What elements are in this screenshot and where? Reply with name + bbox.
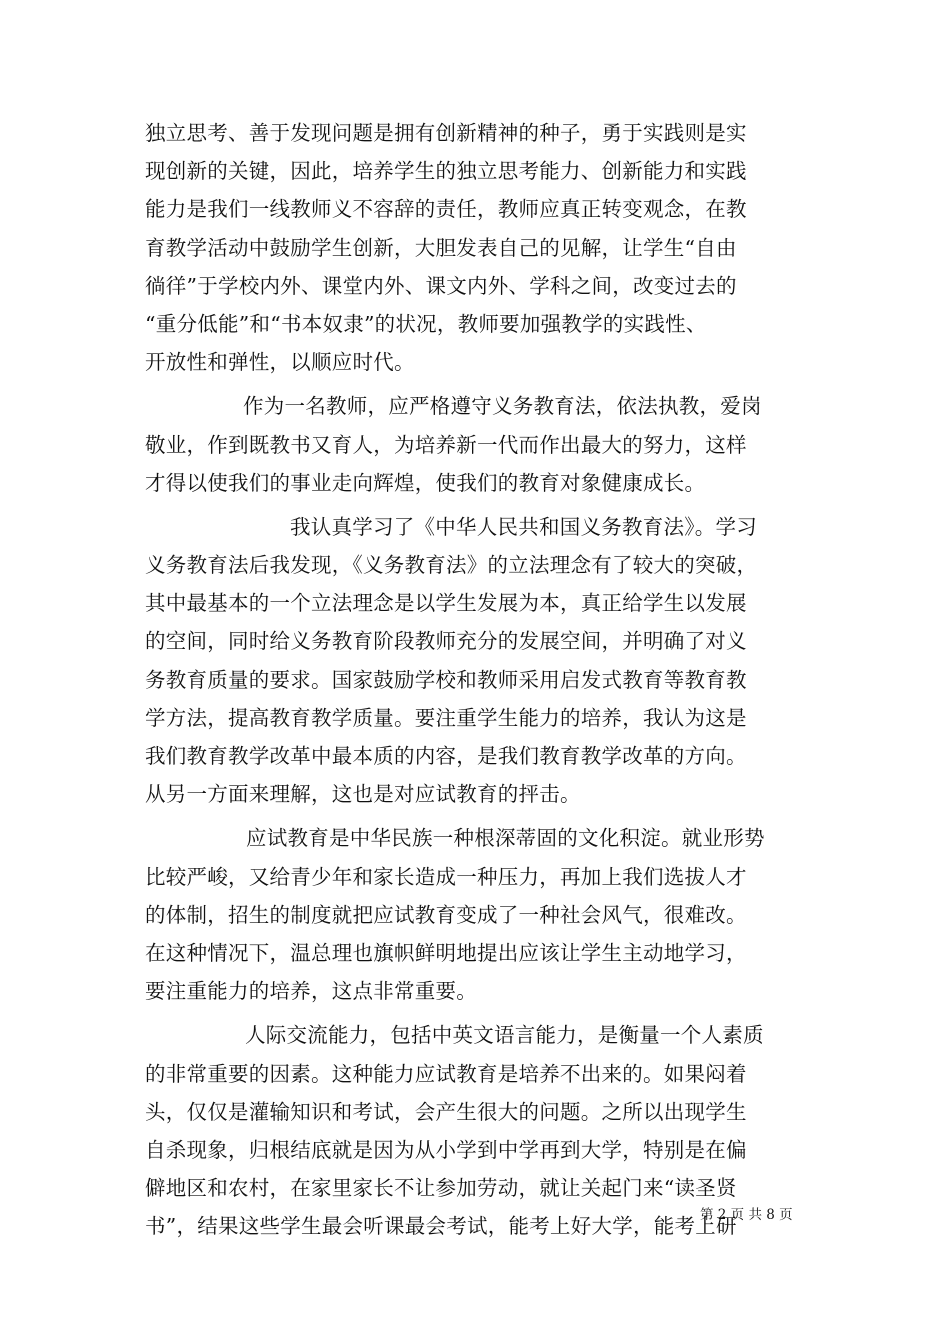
paragraph-2 <box>145 387 813 502</box>
text-line: 比较严峻，又给青少年和家长造成一种压力，再加上我们选拔人才 <box>145 864 747 889</box>
text-line: 人际交流能力，包括中英文语言能力，是衡量一个人素质 <box>245 1023 764 1048</box>
text-line: 作为一名教师，应严格遵守义务教育法，依法执教，爱岗 <box>243 394 762 419</box>
text-line: 才得以使我们的事业走向辉煌，使我们的教育对象健康成长。 <box>145 470 706 495</box>
text-line: 的非常重要的因素。这种能力应试教育是培养不出来的。如果闷着 <box>145 1061 747 1086</box>
text-line: 育教学活动中鼓励学生创新，大胆发表自己的见解，让学生“自由 <box>145 235 737 260</box>
text-line: 能力是我们一线教师义不容辞的责任，教师应真正转变观念，在教 <box>145 197 747 222</box>
text-line: 徜徉”于学校内外、课堂内外、课文内外、学科之间，改变过去的 <box>145 273 737 298</box>
text-line: 我认真学习了《中华人民共和国义务教育法》。学习 <box>290 514 757 539</box>
page-number: 第 2 页 共 8 页 <box>700 1207 793 1223</box>
text-line: 义务教育法后我发现，《义务教育法》的立法理念有了较大的突破， <box>145 553 758 578</box>
text-line: 现创新的关键，因此，培养学生的独立思考能力、创新能力和实践 <box>145 159 747 184</box>
text-line: 自杀现象，归根结底就是因为从小学到中学再到大学，特别是在偏 <box>145 1137 747 1162</box>
paragraph-3 <box>145 508 813 814</box>
text-line: 头，仅仅是灌输知识和考试，会产生很大的问题。之所以出现学生 <box>145 1099 747 1124</box>
text-line: 应试教育是中华民族一种根深蒂固的文化积淀。就业形势 <box>246 826 765 851</box>
document-body <box>145 114 813 1245</box>
text-line: 务教育质量的要求。国家鼓励学校和教师采用启发式教育等教育教 <box>145 667 747 692</box>
text-line: 从另一方面来理解，这也是对应试教育的抨击。 <box>145 782 581 807</box>
text-line: 学方法，提高教育教学质量。要注重学生能力的培养，我认为这是 <box>145 705 747 730</box>
text-line: “重分低能”和“书本奴隶”的状况，教师要加强教学的实践性、 <box>145 311 707 336</box>
text-line: 僻地区和农村，在家里家长不让参加劳动，就让关起门来“读圣贤 <box>145 1176 737 1201</box>
text-line: 其中最基本的一个立法理念是以学生发展为本，真正给学生以发展 <box>145 591 747 616</box>
text-line: 开放性和弹性，以顺应时代。 <box>145 350 415 375</box>
text-line: 的空间，同时给义务教育阶段教师充分的发展空间，并明确了对义 <box>145 629 747 654</box>
text-line: 我们教育教学改革中最本质的内容，是我们教育教学改革的方向。 <box>145 744 747 768</box>
paragraph-1 <box>145 114 813 381</box>
text-line: 的体制，招生的制度就把应试教育变成了一种社会风气，很难改。 <box>145 902 747 927</box>
text-line: 在这种情况下，温总理也旗帜鲜明地提出应该让学生主动地学习， <box>145 940 747 965</box>
text-line: 要注重能力的培养，这点非常重要。 <box>145 979 477 1004</box>
paragraph-4 <box>145 819 813 1010</box>
text-line: 书”，结果这些学生最会听课最会考试，能考上好大学，能考上研 <box>145 1214 737 1239</box>
text-line: 敬业，作到既教书又育人，为培养新一代而作出最大的努力，这样 <box>145 432 747 457</box>
text-line: 独立思考、善于发现问题是拥有创新精神的种子，勇于实践则是实 <box>145 121 747 145</box>
